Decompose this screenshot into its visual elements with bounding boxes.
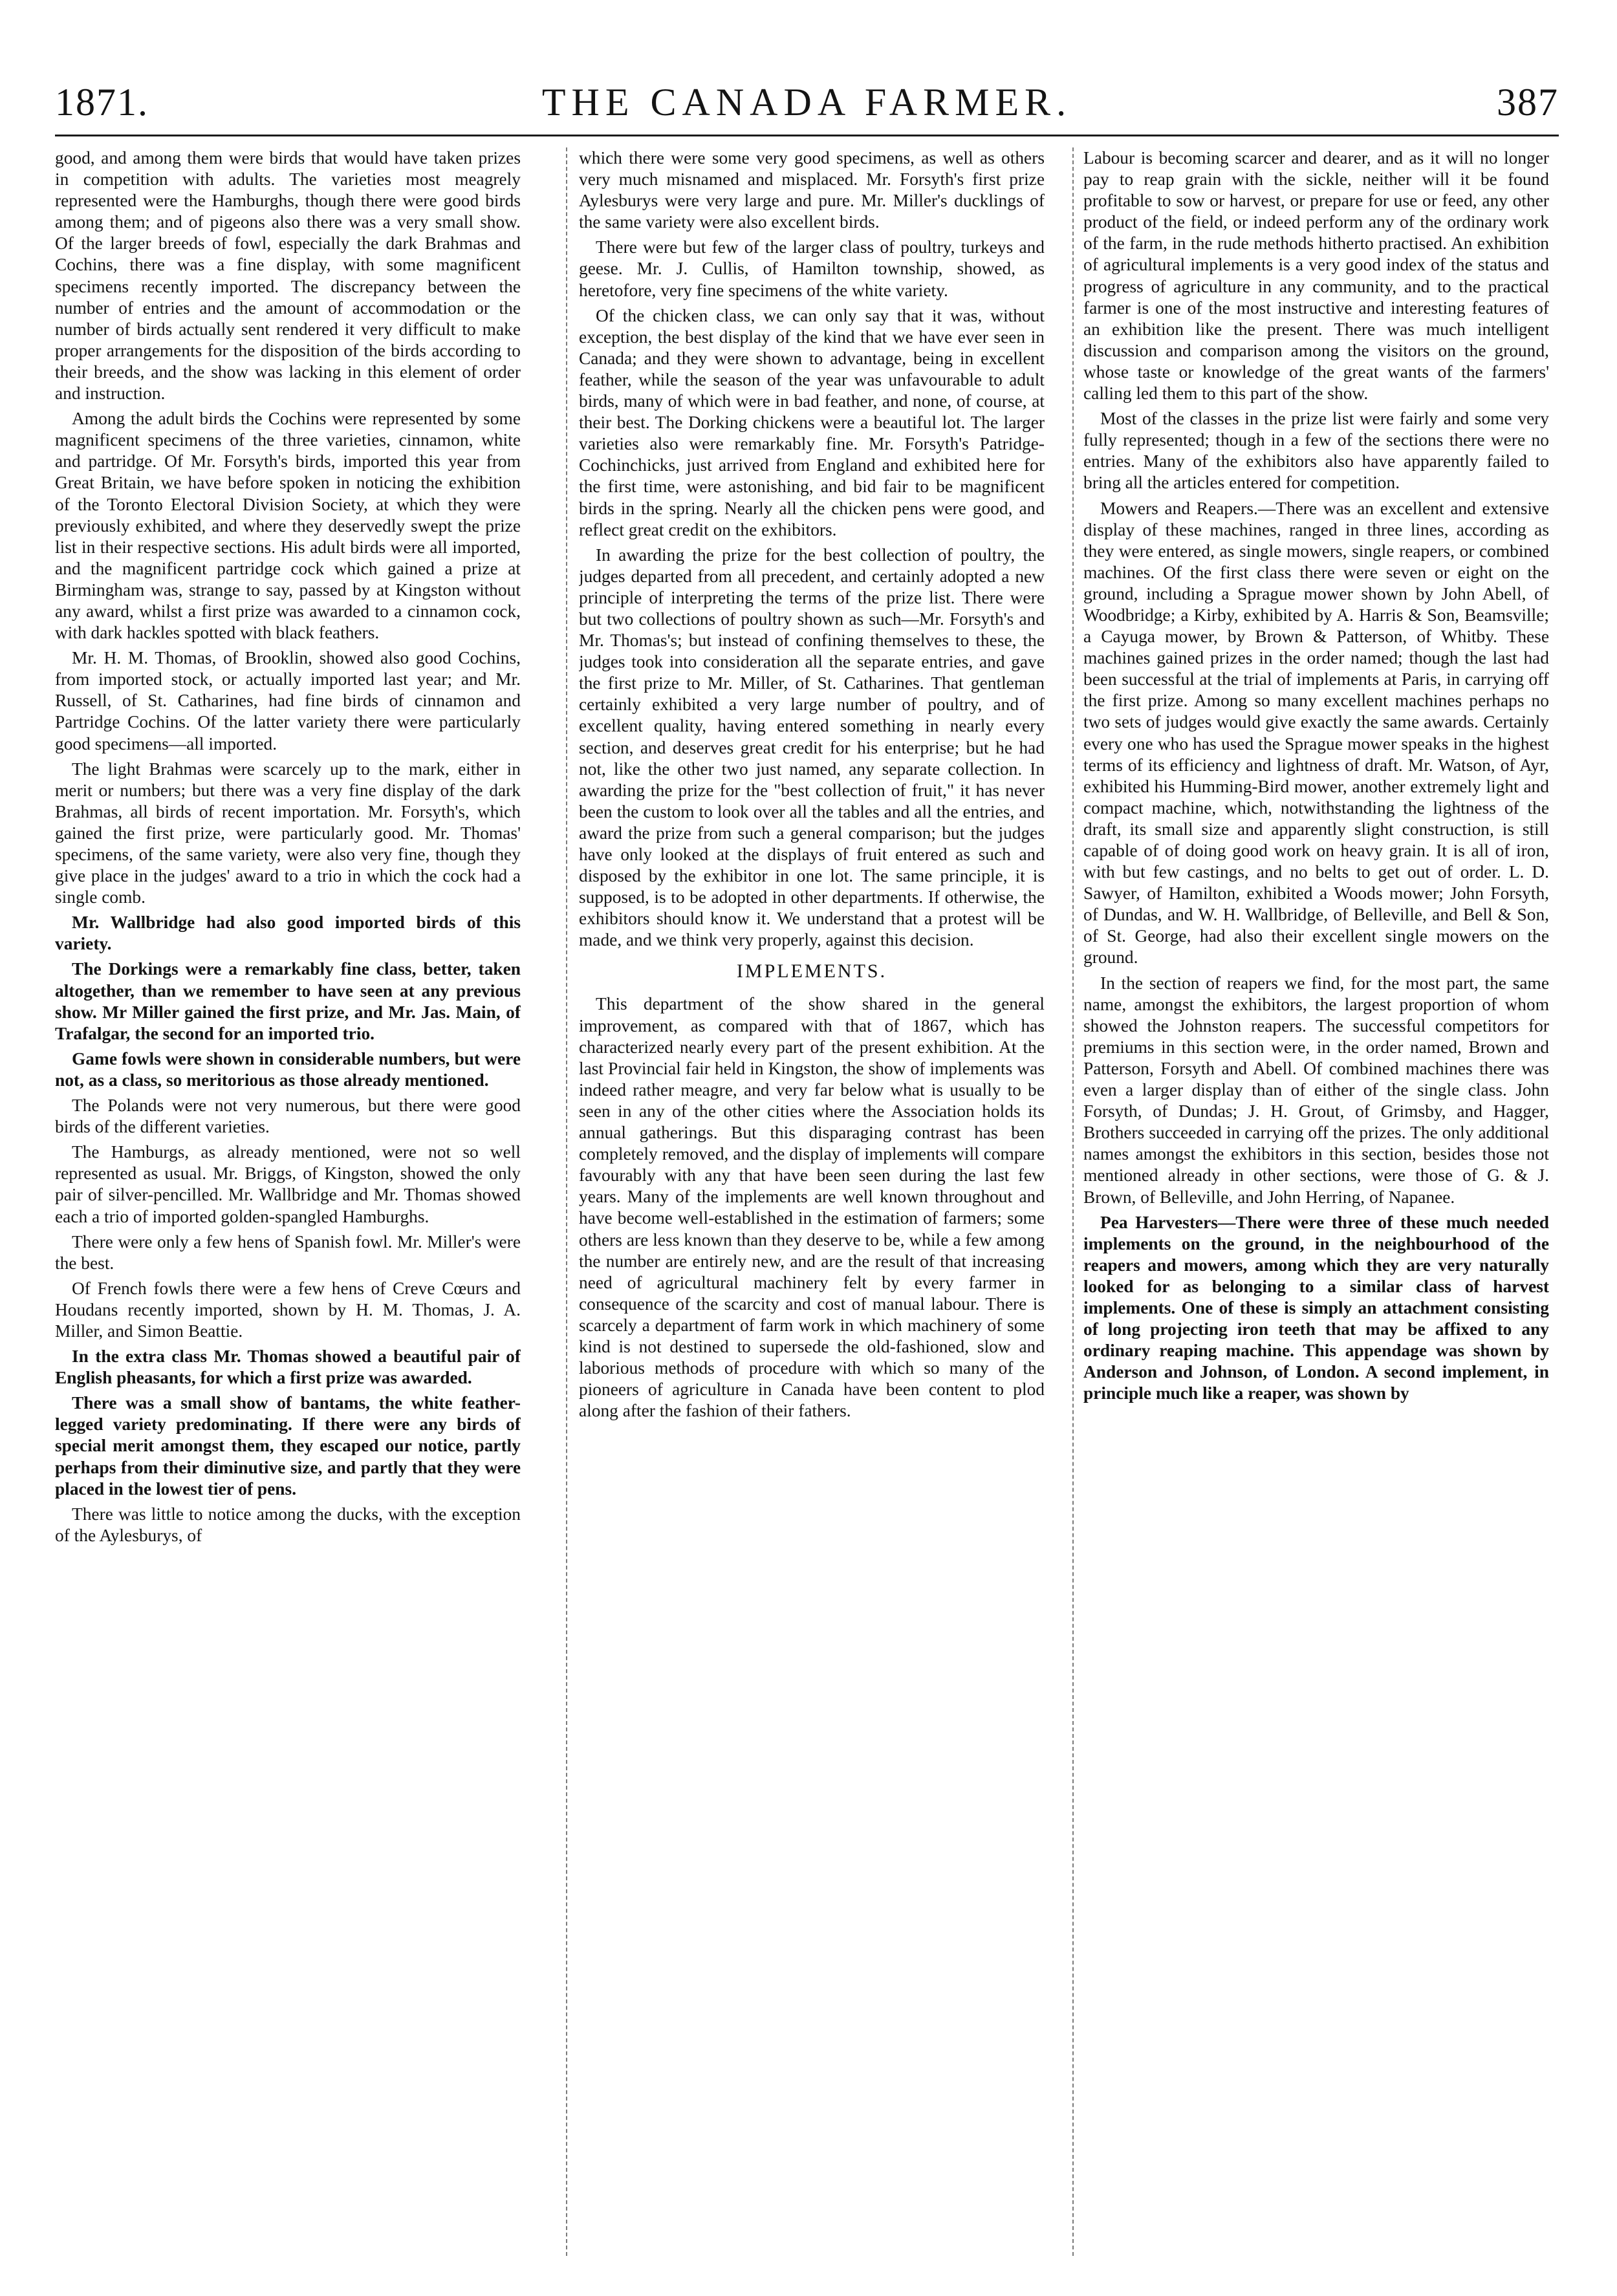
header-year: 1871. xyxy=(55,81,149,124)
paragraph: Among the adult birds the Cochins were represented by some magnificent specimens of the three varieties, cinnamon, white and partridge. Of Mr. Forsyth's birds, imported this year from Great Britain, we have before spoken in noticing the exhibition of the Toronto Electoral Division Society, at which they were previously exhibited, and where they deservedly swept the prize list in their respective sections. His adult birds were all imported, and the magnificent partridge cock which gained a prize at Birmingham was, strange to say, passed by at Kingston without any award, whilst a first prize was awarded to a cinnamon cock, with dark hackles spotted with black feathers. xyxy=(55,409,521,643)
paragraph: The Dorkings were a remarkably fine class, better, taken altogether, than we remember to have seen at any previous show. Mr Miller gained the first prize, and Mr. Jas. Main, of Trafalgar, the second for an imported trio. xyxy=(55,959,521,1043)
page-header xyxy=(55,76,1559,128)
paragraph: There was a small show of bantams, the white feather-legged variety predominating. If there were any birds of special merit amongst them, they escaped our notice, partly perhaps from their diminutive size, and partly that they were placed in the lowest tier of pens. xyxy=(55,1393,521,1499)
paragraph: This department of the show shared in the general improvement, as compared with that of 1867, which has characterized nearly every part of the present exhibition. At the last Provincial fair held in Kingston, the show of implements was indeed rather meagre, and very far below what is usually to be seen in any of the other cities where the Association holds its annual gatherings. But this disparaging contrast has been completely removed, and the display of implements will compare favourably with any that have been seen during the last few years. Many of the implements are well known throughout and have become well-established in the estimation of farmers; some others are less known than they deserve to be, while a few among the number are entirely new, and are the result of that increasing need of agricultural machinery felt by every farmer in consequence of the scarcity and cost of manual labour. There is scarcely a department of farm work in which machinery of some kind is not destined to supersede the old-fashioned, slow and laborious methods of procedure with which so many of the pioneers of agriculture in Canada have been content to plod along after the fashion of their fathers. xyxy=(579,994,1045,1421)
paragraph: Mr. Wallbridge had also good imported birds of this variety. xyxy=(55,913,521,954)
paragraph: There was little to notice among the ducks, with the exception of the Aylesburys, of xyxy=(55,1504,521,1545)
column-1 xyxy=(55,147,521,2256)
paragraph: Most of the classes in the prize list were fairly and some very fully represented; though in a few of the sections there were no entries. Many of the exhibitors also have apparently failed to bring all the articles entered for competition. xyxy=(1083,409,1549,493)
column-separator xyxy=(566,147,567,2256)
paragraph: Game fowls were shown in considerable numbers, but were not, as a class, so meritorious as those already mentioned. xyxy=(55,1048,521,1090)
paragraph: Of the chicken class, we can only say that it was, without exception, the best display of the kind that we have ever seen in Canada; and they were shown to advantage, being in excellent feather, while the season of the year was unfavourable to adult birds, many of which were in bad feather, and none, of course, at their best. The Dorking chickens were a beautiful lot. The larger varieties also were remarkably fine. Mr. Forsyth's Patridge-Cochinchicks, just arrived from England and exhibited here for the first time, were astonishing, and bid fair to be magnificent birds in the spring. Nearly all the chicken pens were good, and reflect great credit on the exhibitors. xyxy=(579,305,1045,539)
paragraph: Mowers and Reapers.—There was an excellent and extensive display of these machines, ranged in three lines, according as they were entered, as single mowers, single reapers, or combined machines. Of the first class there were seven or eight on the ground, including a Sprague mower shown by John Abell, of Woodbridge; a Kirby, exhibited by A. Harris & Son, Beamsville; a Cayuga mower, by Brown & Patterson, of Whitby. These machines gained prizes in the order named; though the last had been successful at the trial of implements at Paris, in carrying off the first prize. Among so many excellent machines perhaps no two sets of judges would give exactly the same awards. Certainly every one who has used the Sprague mower speaks in the highest terms of its efficiency and lightness of draft. Mr. Watson, of Ayr, exhibited his Humming-Bird mower, another extremely light and compact machine, which, notwithstanding the lightness of the draft, its small size and apparently slight construction, is still capable of of doing good work on heavy grain. It is all of iron, with but few castings, and no belts to get out of order. L. D. Sawyer, of Hamilton, exhibited a Woods mower; John Forsyth, of Dundas, and W. H. Wallbridge, of Belleville, and Bell & Son, of St. George, had also their excellent single mowers on the ground. xyxy=(1083,498,1549,968)
paragraph: There were but few of the larger class of poultry, turkeys and geese. Mr. J. Cullis, of Hamilton township, showed, as heretofore, very fine specimens of the white variety. xyxy=(579,237,1045,300)
paragraph: which there were some very good specimens, as well as others very much misnamed and misplaced. Mr. Forsyth's first prize Aylesburys were very large and pure. Mr. Miller's ducklings of the same variety were also excellent birds. xyxy=(579,148,1045,232)
paragraph: The Hamburgs, as already mentioned, were not so well represented as usual. Mr. Briggs, of Kingston, showed the only pair of silver-pencilled. Mr. Wallbridge and Mr. Thomas showed each a trio of imported golden-spangled Hamburghs. xyxy=(55,1142,521,1226)
paragraph: Mr. H. M. Thomas, of Brooklin, showed also good Cochins, from imported stock, or actually imported last year; and Mr. Russell, of St. Catharines, had fine birds of cinnamon and Partridge Cochins. Of the latter variety there were particularly good specimens—all imported. xyxy=(55,648,521,753)
header-title: THE CANADA FARMER. xyxy=(541,81,1072,124)
paragraph: There were only a few hens of Spanish fowl. Mr. Miller's were the best. xyxy=(55,1231,521,1273)
paragraph: Labour is becoming scarcer and dearer, and as it will no longer pay to reap grain with the sickle, neither will it be found profitable to sow or harvest, or prepare for use or feed, any other product of the field, or indeed perform any of the ordinary work of the farm, in the rude methods hitherto practised. An exhibition of agricultural implements is a very good index of the status and progress of agriculture in any community, and to the practical farmer is one of the most instructive and interesting features of an exhibition like the present. There was much intelligent discussion and comparison among the visitors on the ground, whose taste or knowledge of the great wants of the farmers' calling led them to this part of the show. xyxy=(1083,148,1549,404)
paragraph: Of French fowls there were a few hens of Creve Cœurs and Houdans recently imported, shown by H. M. Thomas, J. A. Miller, and Simon Beattie. xyxy=(55,1278,521,1341)
column-3 xyxy=(1083,147,1549,2256)
column-2 xyxy=(579,147,1045,2256)
paragraph: In awarding the prize for the best collection of poultry, the judges departed from all precedent, and certainly adopted a new principle of interpreting the terms of the prize list. There were but two collections of poultry shown as such—Mr. Forsyth's and Mr. Thomas's; but instead of confining themselves to these, the judges took into consideration all the separate entries, and gave the first prize to Mr. Miller, of St. Catharines. That gentleman certainly exhibited a very large number of poultry, and of excellent quality, having entered something in nearly every section, and deserves great credit for his enterprise; but he had not, like the other two just named, any separate collection. In awarding the prize for the "best collection of fruit," it has never been the custom to look over all the tables and all the entries, and award the prize from such a general comparison; but the judges have only looked at the displays of fruit entered as such and disposed by the exhibitor in one lot. The same principle, it is supposed, is to be adopted in other departments. If otherwise, the exhibitors should know it. We understand that a protest will be made, and we think very properly, against this decision. xyxy=(579,545,1045,950)
paragraph: The Polands were not very numerous, but there were good birds of the different varieties. xyxy=(55,1096,521,1137)
paragraph: good, and among them were birds that would have taken prizes in competition with adults. The varieties most meagrely represented were the Hamburghs, though there were good birds among them; and of pigeons also there was a very small show. Of the larger breeds of fowl, especially the dark Brahmas and Cochins, there was a fine display, with some magnificent specimens recently imported. The discrepancy between the number of entries and the amount of accommodation or the number of birds actually sent rendered it very difficult to make proper arrangements for the disposition of the birds according to their breeds, and the show was lacking in this element of order and instruction. xyxy=(55,148,521,404)
section-heading-implements: IMPLEMENTS. xyxy=(736,960,887,982)
paragraph: In the section of reapers we find, for the most part, the same name, amongst the exhibitors, the largest proportion of whom showed the Johnston reapers. The successful competitors for premiums in this section were, in the order named, Brown and Patterson, Forsyth and Abell. Of combined machines there was even a larger display than of either of the single class. John Forsyth, of Dundas; J. H. Grout, of Grimsby, and Hagger, Brothers succeeded in carrying off the prizes. The only additional names amongst the exhibitors in this section, besides those not mentioned already in other sections, were those of G. & J. Brown, of Belleville, and John Herring, of Napanee. xyxy=(1083,973,1549,1207)
paragraph: In the extra class Mr. Thomas showed a beautiful pair of English pheasants, for which a first prize was awarded. xyxy=(55,1347,521,1388)
header-rule xyxy=(55,135,1559,136)
paragraph: The light Brahmas were scarcely up to the mark, either in merit or numbers; but there was a very fine display of the dark Brahmas, all birds of recent importation. Mr. Forsyth's, which gained the first prize, were particularly good. Mr. Thomas' specimens, of the same variety, were also very fine, though they give place in the judges' award to a trio in which the cock had a single comb. xyxy=(55,759,521,907)
header-page-number: 387 xyxy=(1497,81,1559,124)
column-separator xyxy=(1072,147,1074,2256)
paragraph: Pea Harvesters—There were three of these much needed implements on the ground, in the neighbourhood of the reapers and mowers, among which they are very naturally looked for as belonging to a similar class of harvest implements. One of these is simply an attachment consisting of long projecting iron teeth that may be affixed to any ordinary reaping machine. This appendage was shown by Anderson and Johnson, of London. A second implement, in principle much like a reaper, was shown by xyxy=(1083,1212,1549,1403)
